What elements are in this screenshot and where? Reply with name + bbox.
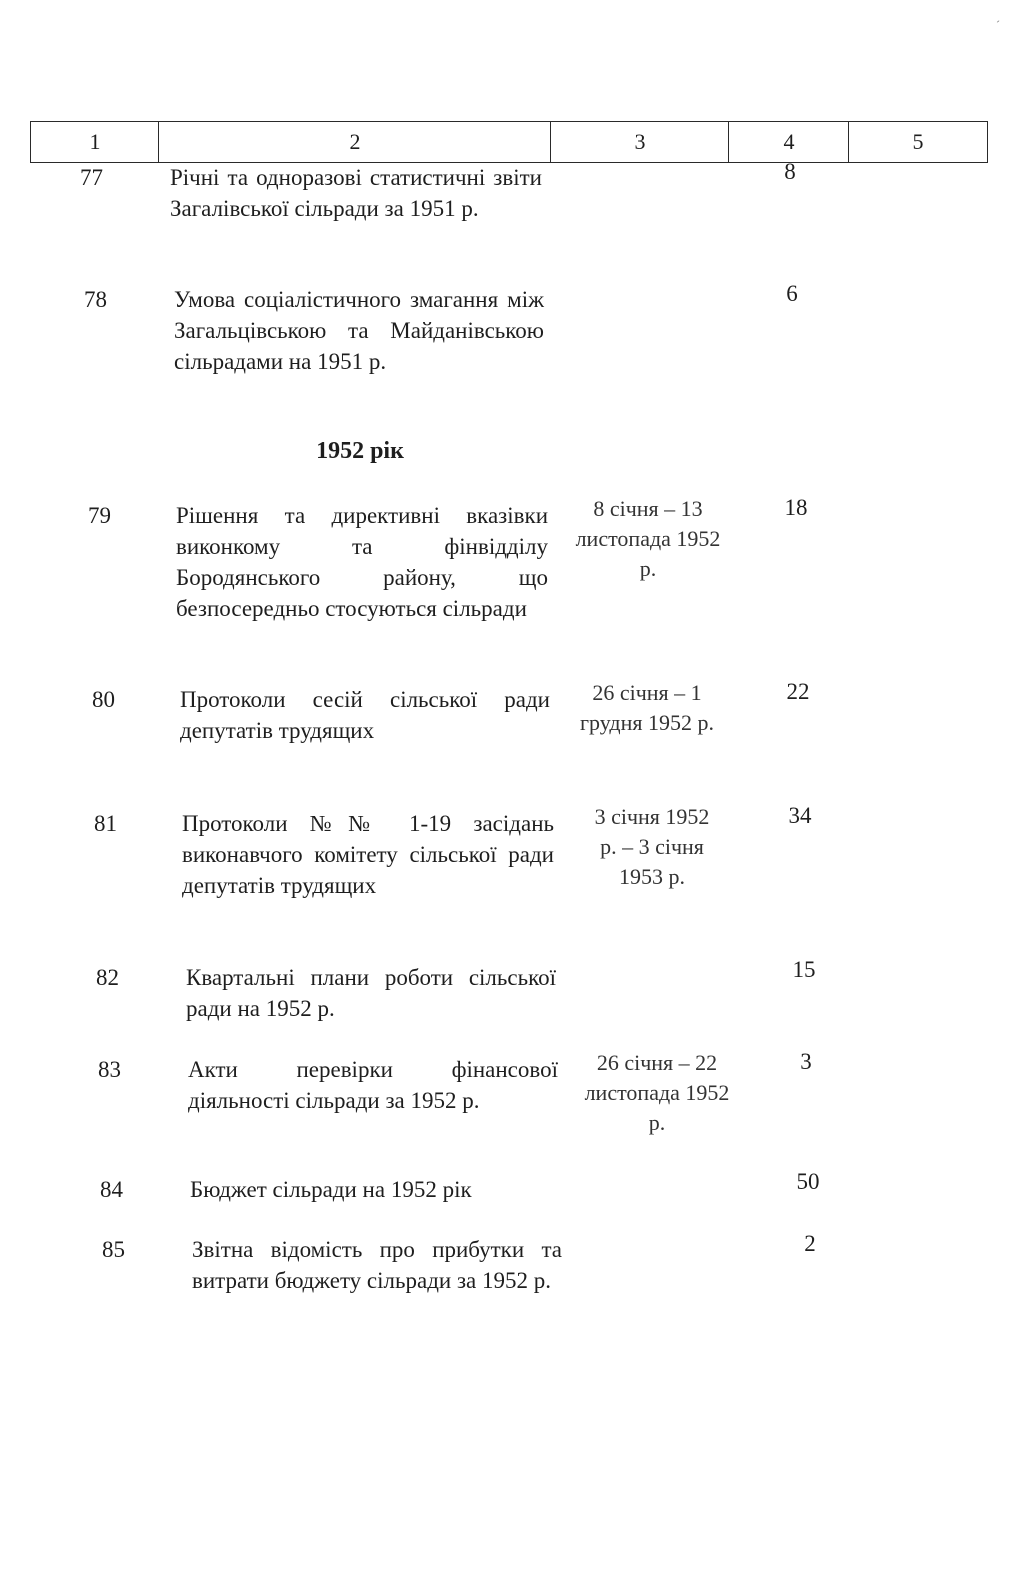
row-dates: 26 січня – 1 грудня 1952 р. (580, 680, 714, 735)
row-sheets: 22 (786, 679, 810, 704)
row-title: Умова соціалістичного змагання між Загальцівською та Майданівською сільрадами на 1951 р. (174, 287, 544, 374)
row-dates: 26 січня – 22 листопада 1952 р. (584, 1050, 730, 1135)
column-header-2: 2 (158, 122, 551, 162)
scan-mark: ˊ (996, 18, 1000, 32)
row-title: Бюджет сільради на 1952 рік (190, 1177, 472, 1202)
row-sheets: 15 (792, 957, 816, 982)
row-number: 80 (92, 687, 115, 712)
row-number: 83 (98, 1057, 121, 1082)
row-sheets: 8 (784, 159, 796, 184)
row-number: 84 (100, 1177, 123, 1202)
row-title: Квартальні плани роботи сільської ради на 1952 р. (186, 965, 556, 1021)
section-heading: 1952 рік (316, 438, 404, 464)
row-sheets: 18 (784, 495, 808, 520)
column-header-1: 1 (30, 122, 159, 162)
row-dates: 3 січня 1952 р. – 3 січня 1953 р. (594, 804, 710, 889)
row-number: 85 (102, 1237, 125, 1262)
row-number: 78 (84, 287, 107, 312)
row-number: 79 (88, 503, 111, 528)
table-header-row (30, 121, 988, 163)
row-title: Протоколи №№ 1-19 засідань виконавчого комітету сільської ради депутатів трудящих (182, 811, 554, 898)
column-header-5: 5 (848, 122, 988, 162)
row-sheets: 3 (800, 1049, 812, 1074)
column-header-4: 4 (728, 122, 849, 162)
row-title: Рішення та директивні вказівки виконкому та фінвідділу Бородянського району, що безпосередньо стосуються сільради (176, 503, 548, 621)
column-header-3: 3 (550, 122, 729, 162)
row-title: Звітна відомість про прибутки та витрати бюджету сільради за 1952 р. (192, 1237, 562, 1293)
row-number: 82 (96, 965, 119, 990)
row-sheets: 34 (788, 803, 812, 828)
row-title: Річні та одноразові статистичні звіти Загалівської сільради за 1951 р. (170, 165, 542, 221)
row-number: 77 (80, 165, 103, 190)
row-number: 81 (94, 811, 117, 836)
row-sheets: 2 (804, 1231, 816, 1256)
row-dates: 8 січня – 13 листопада 1952 р. (575, 496, 721, 581)
row-sheets: 50 (796, 1169, 820, 1194)
row-sheets: 6 (786, 281, 798, 306)
row-title: Акти перевірки фінансової діяльності сільради за 1952 р. (188, 1057, 558, 1113)
row-title: Протоколи сесій сільської ради депутатів трудящих (180, 687, 550, 743)
